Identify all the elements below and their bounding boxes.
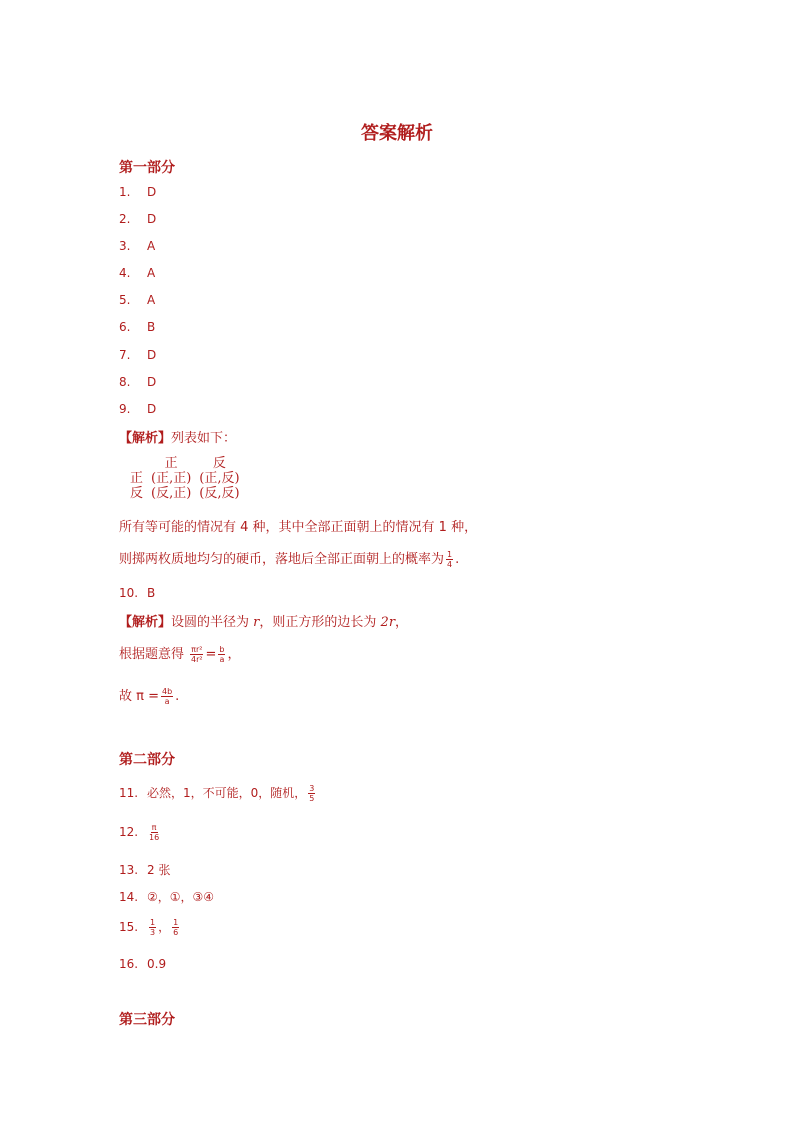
answer-row (119, 888, 214, 905)
fraction-numerator: 1 (150, 918, 156, 927)
q10-analysis-line1 (119, 611, 408, 630)
answer-row (119, 861, 170, 878)
fraction-numerator: b (219, 645, 225, 654)
part3-heading: 第三部分 (119, 1012, 175, 1028)
analysis-text: 故 π = (119, 689, 159, 704)
analysis-text: 根据题意得 (119, 647, 185, 662)
answer-row (119, 212, 156, 226)
fraction-denominator: 4 (447, 560, 453, 569)
answer-value: 0.9 (147, 957, 167, 971)
fraction (172, 918, 179, 937)
table-header-row (126, 456, 244, 471)
fraction (218, 645, 225, 664)
table-cell: 正 (130, 471, 144, 486)
q9-analysis-line1: 所有等可能的情况有 4 种，其中全部正面朝上的情况有 1 种， (119, 520, 478, 535)
answer-number: 2. (119, 212, 131, 226)
fraction-denominator: 6 (173, 928, 179, 937)
answer-number: 15. (119, 920, 139, 934)
fraction-denominator: 16 (149, 833, 160, 842)
fraction-denominator: a (219, 655, 225, 664)
answer-row (119, 918, 181, 937)
answer-number: 3. (119, 239, 131, 253)
table-row (126, 471, 244, 486)
fraction-numerator: 1 (173, 918, 179, 927)
answer-row (119, 185, 156, 199)
answer-value: A (147, 239, 156, 253)
answer-row (119, 239, 155, 253)
fraction-denominator: 3 (150, 928, 156, 937)
analysis-text: 则掷两枚质地均匀的硬币，落地后全部正面朝上的概率为 (119, 552, 445, 567)
analysis-text: 列表如下： (171, 431, 237, 446)
table-cell: 反 (130, 486, 144, 501)
answer-row (119, 320, 155, 334)
answer-row (119, 293, 155, 307)
separator: ， (158, 920, 171, 934)
answer-row (119, 348, 156, 362)
answer-number: 8. (119, 375, 131, 389)
fraction (308, 784, 315, 803)
fraction-denominator: 4r² (191, 655, 203, 664)
answer-number: 1. (119, 185, 131, 199)
answer-row (119, 823, 161, 842)
fraction-denominator: a (164, 697, 170, 706)
fraction (149, 823, 159, 842)
answer-number: 16. (119, 957, 139, 971)
answer-number: 10. (119, 586, 139, 600)
answer-value: 2 张 (147, 863, 171, 877)
part2-heading: 第二部分 (119, 752, 175, 768)
table-cell: (正,反) (199, 471, 240, 486)
answer-row (119, 586, 155, 600)
page-title: 答案解析 (361, 123, 433, 144)
fraction-denominator: 5 (309, 794, 315, 803)
analysis-text: ， (227, 647, 241, 662)
fraction (446, 550, 453, 569)
answer-value: A (147, 266, 156, 280)
analysis-text: 设圆的半径为 (171, 615, 250, 630)
table-cell: 正 (164, 456, 178, 471)
table-cell: (反,正) (151, 486, 192, 501)
answer-number: 6. (119, 320, 131, 334)
analysis-text: ， (395, 615, 409, 630)
table-cell: (正,正) (151, 471, 192, 486)
answer-value: B (147, 320, 156, 334)
answer-value: ②，①，③④ (147, 890, 215, 904)
answer-value: B (147, 586, 156, 600)
answer-value: D (147, 348, 157, 362)
answer-number: 11. (119, 786, 139, 800)
fraction-numerator: 1 (447, 550, 453, 559)
analysis-text: ，则正方形的边长为 (259, 615, 377, 630)
answer-number: 13. (119, 863, 139, 877)
answer-row (119, 957, 166, 971)
equals-sign: = (205, 647, 217, 662)
fraction-numerator: 4b (161, 687, 173, 696)
answer-value: D (147, 402, 157, 416)
q10-analysis-line2 (119, 643, 240, 664)
answer-row (119, 375, 156, 389)
fraction-numerator: π (151, 823, 157, 832)
answer-number: 5. (119, 293, 131, 307)
answer-number: 12. (119, 825, 139, 839)
answer-value: 必然，1，不可能，0，随机， (147, 786, 307, 800)
answer-row (119, 784, 317, 803)
answer-number: 14. (119, 890, 139, 904)
table-cell (126, 456, 147, 471)
analysis-tag: 【解析】 (119, 615, 172, 630)
fraction (161, 687, 173, 706)
answer-number: 9. (119, 402, 131, 416)
fraction (149, 918, 156, 937)
q10-analysis-line3 (119, 685, 179, 706)
answer-value: D (147, 212, 157, 226)
analysis-text: . (455, 552, 460, 567)
fraction-numerator: πr² (191, 645, 203, 654)
answer-row (119, 402, 156, 416)
table-cell: 反 (212, 456, 226, 471)
analysis-text: . (175, 689, 180, 704)
table-cell: (反,反) (199, 486, 240, 501)
analysis-tag: 【解析】 (119, 431, 172, 446)
variable-r: r (253, 615, 260, 630)
fraction (190, 645, 203, 664)
q9-analysis-intro (119, 427, 236, 446)
answer-value: D (147, 185, 157, 199)
answer-number: 7. (119, 348, 131, 362)
answer-row (119, 266, 155, 280)
q9-analysis-line2 (119, 548, 459, 569)
answer-number: 4. (119, 266, 131, 280)
answer-value: A (147, 293, 156, 307)
table-row (126, 486, 244, 501)
fraction-numerator: 3 (309, 784, 315, 793)
outcome-table (126, 456, 244, 501)
part1-heading: 第一部分 (119, 160, 175, 176)
variable-2r: 2r (380, 615, 396, 630)
answer-value: D (147, 375, 157, 389)
